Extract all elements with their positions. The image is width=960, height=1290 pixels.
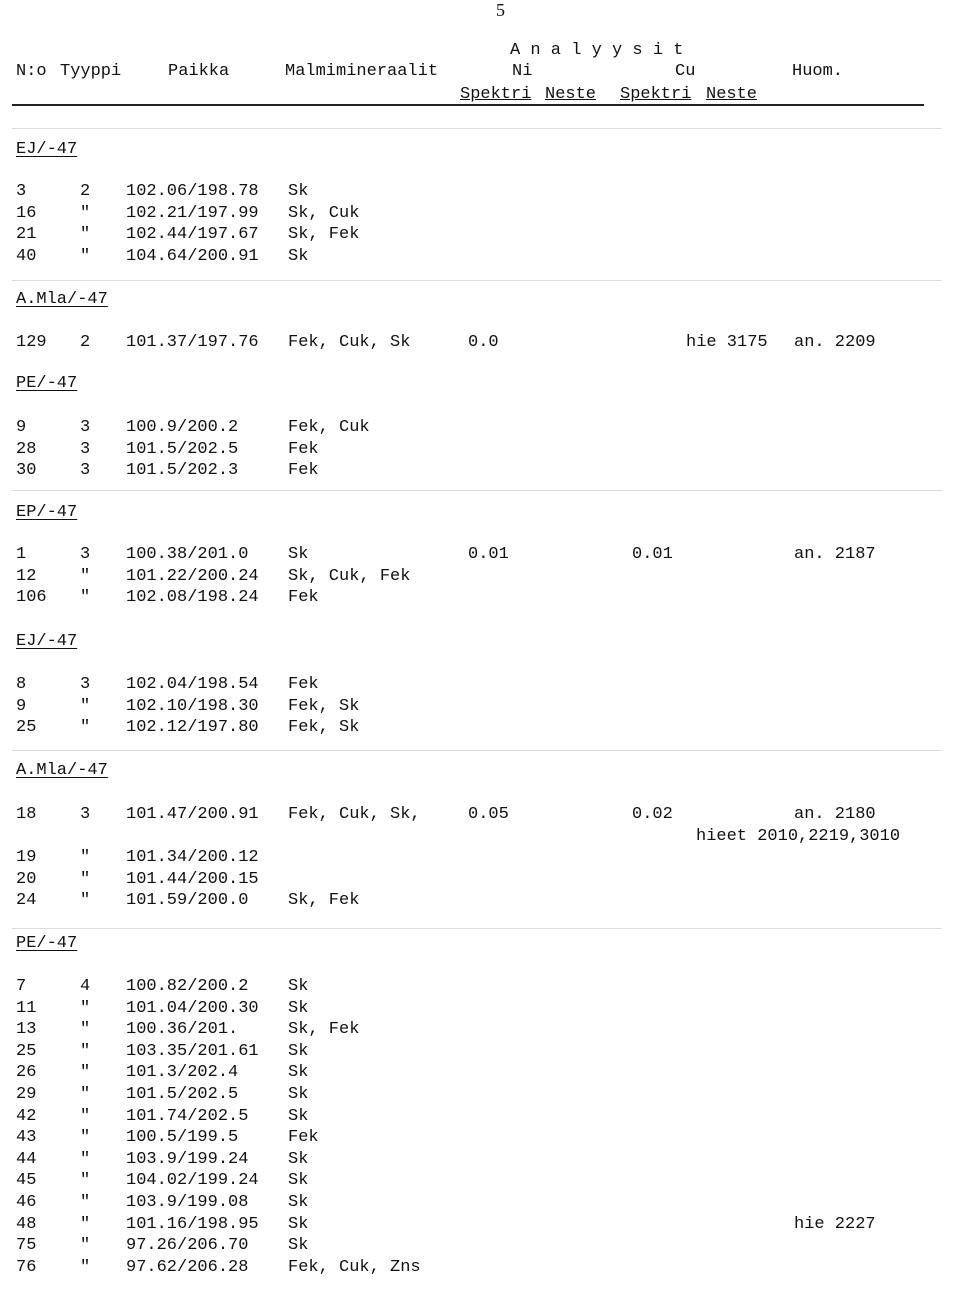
sample-location: 101.47/200.91 [126, 805, 259, 824]
sample-type: " [80, 999, 91, 1018]
sample-location: 101.5/202.3 [126, 461, 239, 480]
table-row [0, 333, 960, 354]
sample-number: 16 [16, 204, 37, 223]
sample-number: 106 [16, 588, 47, 607]
sample-type: " [80, 225, 91, 244]
table-row [0, 1063, 960, 1084]
sample-type: 2 [80, 333, 91, 352]
header-no: N:o [16, 62, 47, 81]
header-cu: Cu [675, 62, 696, 81]
sample-type: " [80, 1150, 91, 1169]
sample-location: 100.5/199.5 [126, 1128, 239, 1147]
ore-minerals: Sk, Cuk [288, 204, 360, 223]
sample-type: " [80, 1236, 91, 1255]
sample-number: 7 [16, 977, 27, 996]
sample-location: 101.5/202.5 [126, 1085, 239, 1104]
sample-number: 12 [16, 567, 37, 586]
sample-number: 19 [16, 848, 37, 867]
table-row [0, 567, 960, 588]
sample-type: " [80, 567, 91, 586]
section-divider [12, 928, 942, 929]
header-minerals: Malmimineraalit [285, 62, 439, 81]
ore-minerals: Fek [288, 588, 319, 607]
ore-minerals: Sk, Cuk, Fek [288, 567, 411, 586]
sample-number: 26 [16, 1063, 37, 1082]
table-row [0, 870, 960, 891]
sample-number: 30 [16, 461, 37, 480]
ore-minerals: Fek [288, 461, 319, 480]
table-row [0, 848, 960, 869]
table-row [0, 1150, 960, 1171]
sample-number: 3 [16, 182, 27, 201]
sample-number: 75 [16, 1236, 37, 1255]
table-row [0, 891, 960, 912]
sample-number: 44 [16, 1150, 37, 1169]
sample-number: 42 [16, 1107, 37, 1126]
sample-location: 101.16/198.95 [126, 1215, 259, 1234]
ore-minerals: Sk [288, 1215, 309, 1234]
ore-minerals: Fek [288, 675, 319, 694]
table-row [0, 675, 960, 696]
ore-minerals: Sk, Fek [288, 891, 360, 910]
table-row [0, 225, 960, 246]
sample-location: 103.35/201.61 [126, 1042, 259, 1061]
sample-number: 25 [16, 718, 37, 737]
thin-section-ref: hie 3175 [686, 333, 768, 352]
table-row [0, 1236, 960, 1257]
header-neste-ni: Neste [545, 85, 597, 104]
sample-number: 18 [16, 805, 37, 824]
sample-type: 2 [80, 182, 91, 201]
ore-minerals: Sk [288, 1063, 309, 1082]
section-divider [12, 750, 942, 751]
ore-minerals: Sk [288, 182, 309, 201]
table-row [0, 1107, 960, 1128]
sample-location: 100.36/201. [126, 1020, 239, 1039]
sample-type: " [80, 891, 91, 910]
table-row [0, 1215, 960, 1236]
page-number: 5 [496, 0, 505, 20]
sample-number: 8 [16, 675, 27, 694]
sample-type: " [80, 1042, 91, 1061]
sample-location: 101.22/200.24 [126, 567, 259, 586]
sample-location: 101.59/200.0 [126, 891, 249, 910]
sample-number: 25 [16, 1042, 37, 1061]
sample-location: 100.38/201.0 [126, 545, 249, 564]
sample-number: 21 [16, 225, 37, 244]
ore-minerals: Sk [288, 247, 309, 266]
ni-analysis: 0.0 [468, 333, 499, 352]
table-row [0, 805, 960, 826]
section-title: PE/-47 [16, 374, 78, 393]
ore-minerals: Sk [288, 1107, 309, 1126]
sample-location: 101.37/197.76 [126, 333, 259, 352]
section-divider [12, 128, 942, 129]
sample-number: 20 [16, 870, 37, 889]
table-row [0, 1193, 960, 1214]
ore-minerals: Sk [288, 977, 309, 996]
sample-location: 102.12/197.80 [126, 718, 259, 737]
sample-location: 102.21/197.99 [126, 204, 259, 223]
ore-minerals: Sk [288, 1150, 309, 1169]
ore-minerals: Sk [288, 1171, 309, 1190]
header-spektri-cu: Spektri [620, 85, 692, 104]
sample-type: 3 [80, 440, 91, 459]
sample-location: 102.06/198.78 [126, 182, 259, 201]
remarks: an. 2187 [794, 545, 876, 564]
ore-minerals: Sk [288, 1042, 309, 1061]
table-row [0, 1128, 960, 1149]
ore-minerals: Sk [288, 545, 309, 564]
ni-analysis: 0.05 [468, 805, 509, 824]
sample-location: 102.10/198.30 [126, 697, 259, 716]
table-row [0, 718, 960, 739]
sample-location: 103.9/199.24 [126, 1150, 249, 1169]
section-note: hieet 2010,2219,3010 [696, 827, 901, 846]
ore-minerals: Sk, Fek [288, 225, 360, 244]
remarks: an. 2209 [794, 333, 876, 352]
sample-type: " [80, 1171, 91, 1190]
sample-number: 24 [16, 891, 37, 910]
sample-type: " [80, 1215, 91, 1234]
table-row [0, 1171, 960, 1192]
sample-type: " [80, 588, 91, 607]
header-ni: Ni [512, 62, 533, 81]
ore-minerals: Sk [288, 999, 309, 1018]
ore-minerals: Sk [288, 1236, 309, 1255]
sample-type: " [80, 1020, 91, 1039]
header-neste-cu: Neste [706, 85, 758, 104]
ore-minerals: Fek [288, 1128, 319, 1147]
sample-type: 4 [80, 977, 91, 996]
sample-number: 76 [16, 1258, 37, 1277]
sample-type: 3 [80, 461, 91, 480]
table-row [0, 697, 960, 718]
table-row [0, 999, 960, 1020]
table-row [0, 545, 960, 566]
sample-type: 3 [80, 805, 91, 824]
sample-number: 11 [16, 999, 37, 1018]
header-type: Tyyppi [60, 62, 122, 81]
header-place: Paikka [168, 62, 230, 81]
sample-type: " [80, 697, 91, 716]
sample-type: " [80, 247, 91, 266]
header-analyses: A n a l y y s i t [510, 41, 684, 60]
section-title: A.Mla/-47 [16, 761, 108, 780]
ore-minerals: Sk [288, 1085, 309, 1104]
sample-location: 102.44/197.67 [126, 225, 259, 244]
sample-number: 129 [16, 333, 47, 352]
table-row [0, 440, 960, 461]
sample-number: 9 [16, 418, 27, 437]
sample-location: 102.08/198.24 [126, 588, 259, 607]
sample-location: 101.04/200.30 [126, 999, 259, 1018]
sample-number: 13 [16, 1020, 37, 1039]
sample-type: " [80, 1128, 91, 1147]
table-row [0, 204, 960, 225]
sample-number: 29 [16, 1085, 37, 1104]
table-row [0, 1085, 960, 1106]
header-spektri-ni: Spektri [460, 85, 532, 104]
sample-type: " [80, 718, 91, 737]
sample-location: 100.82/200.2 [126, 977, 249, 996]
ore-minerals: Sk [288, 1193, 309, 1212]
sample-location: 104.02/199.24 [126, 1171, 259, 1190]
sample-location: 101.3/202.4 [126, 1063, 239, 1082]
table-row [0, 461, 960, 482]
sample-number: 45 [16, 1171, 37, 1190]
ore-minerals: Fek [288, 440, 319, 459]
ore-minerals: Fek, Cuk [288, 418, 370, 437]
ore-minerals: Fek, Cuk, Sk [288, 333, 411, 352]
sample-type: " [80, 1258, 91, 1277]
sample-number: 46 [16, 1193, 37, 1212]
sample-type: " [80, 1107, 91, 1126]
sample-number: 1 [16, 545, 27, 564]
sample-location: 97.26/206.70 [126, 1236, 249, 1255]
header-rule [12, 104, 924, 106]
sample-type: " [80, 870, 91, 889]
section-title: EP/-47 [16, 503, 78, 522]
header-remarks: Huom. [792, 62, 844, 81]
sample-number: 28 [16, 440, 37, 459]
cu-analysis: 0.02 [632, 805, 673, 824]
remarks: an. 2180 [794, 805, 876, 824]
sample-location: 103.9/199.08 [126, 1193, 249, 1212]
sample-location: 100.9/200.2 [126, 418, 239, 437]
sample-number: 9 [16, 697, 27, 716]
table-row [0, 1258, 960, 1279]
table-row [0, 182, 960, 203]
cu-analysis: 0.01 [632, 545, 673, 564]
ni-analysis: 0.01 [468, 545, 509, 564]
section-title: EJ/-47 [16, 140, 78, 159]
ore-minerals: Fek, Cuk, Sk, [288, 805, 421, 824]
ore-minerals: Fek, Cuk, Zns [288, 1258, 421, 1277]
sample-number: 40 [16, 247, 37, 266]
section-title: A.Mla/-47 [16, 290, 108, 309]
section-divider [12, 280, 942, 281]
sample-location: 101.34/200.12 [126, 848, 259, 867]
section-title: PE/-47 [16, 934, 78, 953]
sample-location: 101.74/202.5 [126, 1107, 249, 1126]
sample-type: " [80, 848, 91, 867]
sample-location: 101.5/202.5 [126, 440, 239, 459]
table-row [0, 1042, 960, 1063]
sample-location: 102.04/198.54 [126, 675, 259, 694]
sample-number: 43 [16, 1128, 37, 1147]
sample-type: " [80, 204, 91, 223]
sample-type: 3 [80, 545, 91, 564]
sample-location: 97.62/206.28 [126, 1258, 249, 1277]
table-row [0, 1020, 960, 1041]
sample-location: 104.64/200.91 [126, 247, 259, 266]
sample-type: 3 [80, 418, 91, 437]
sample-type: " [80, 1193, 91, 1212]
ore-minerals: Fek, Sk [288, 718, 360, 737]
section-title: EJ/-47 [16, 632, 78, 651]
ore-minerals: Fek, Sk [288, 697, 360, 716]
table-row [0, 418, 960, 439]
sample-type: " [80, 1063, 91, 1082]
remarks: hie 2227 [794, 1215, 876, 1234]
table-row [0, 247, 960, 268]
sample-type: " [80, 1085, 91, 1104]
sample-type: 3 [80, 675, 91, 694]
section-divider [12, 490, 942, 491]
table-row [0, 977, 960, 998]
sample-location: 101.44/200.15 [126, 870, 259, 889]
sample-number: 48 [16, 1215, 37, 1234]
ore-minerals: Sk, Fek [288, 1020, 360, 1039]
table-row [0, 588, 960, 609]
